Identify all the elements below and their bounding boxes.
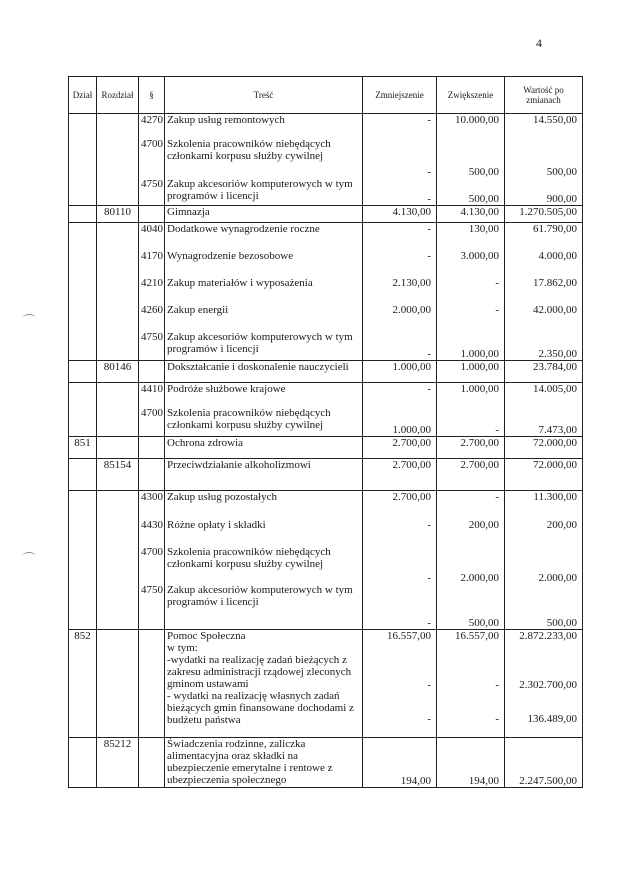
col-rozdzial-header: Rozdział: [97, 77, 139, 114]
cell-paragraf: 4750: [139, 178, 165, 206]
cell-zmniejszenie: 2.700,00: [363, 437, 437, 459]
cell-wartosc: 72.000,00: [505, 459, 583, 491]
value: -: [495, 679, 499, 691]
cell-dzial: 852: [69, 630, 97, 738]
cell-zmniejszenie: -: [363, 250, 437, 277]
cell-zwiekszenie: 130,00: [437, 223, 505, 250]
cell-wartosc: 2.350,00: [505, 331, 583, 361]
cell-dzial: [69, 114, 97, 138]
cell-rozdzial: [97, 630, 139, 738]
value: 16.557,00: [455, 630, 499, 642]
table-row: [69, 546, 583, 584]
cell-dzial: [69, 361, 97, 383]
cell-wartosc: 900,00: [505, 178, 583, 206]
page-number: 4: [536, 36, 542, 50]
cell-rozdzial: [97, 383, 139, 407]
cell-wartosc: 11.300,00: [505, 491, 583, 519]
cell-dzial: 851: [69, 437, 97, 459]
tresc-line: - wydatki na realizację własnych zadań bieżących gmin finansowane dochodami z budżetu państwa: [167, 690, 354, 726]
cell-tresc: Zakup materiałów i wyposażenia: [165, 277, 363, 304]
table-row: [69, 519, 583, 546]
cell-dzial: [69, 584, 97, 630]
cell-rozdzial: [97, 331, 139, 361]
cell-dzial: [69, 277, 97, 304]
cell-paragraf: 4430: [139, 519, 165, 546]
cell-wartosc: 500,00: [505, 138, 583, 178]
cell-rozdzial: 80110: [97, 206, 139, 223]
value: 136.489,00: [527, 713, 577, 725]
cell-paragraf: [139, 738, 165, 788]
table-row: [69, 407, 583, 437]
cell-wartosc: 61.790,00: [505, 223, 583, 250]
cell-zmniejszenie: 1.000,00: [363, 361, 437, 383]
cell-zmniejszenie: -: [363, 331, 437, 361]
cell-wartosc: 23.784,00: [505, 361, 583, 383]
cell-zwiekszenie: -: [437, 304, 505, 331]
cell-wartosc: 4.000,00: [505, 250, 583, 277]
cell-tresc: Zakup akcesoriów komputerowych w tym programów i licencji: [165, 584, 363, 630]
wartosc-header-line2: zmianach: [526, 95, 561, 105]
table-row: [69, 459, 583, 491]
cell-rozdzial: [97, 519, 139, 546]
scan-artifact: [22, 552, 36, 561]
cell-zmniejszenie: -: [363, 584, 437, 630]
cell-wartosc: 14.005,00: [505, 383, 583, 407]
cell-wartosc: [505, 630, 583, 738]
cell-tresc: Dokształcanie i doskonalenie nauczycieli: [165, 361, 363, 383]
cell-zmniejszenie: 194,00: [363, 738, 437, 788]
cell-rozdzial: [97, 138, 139, 178]
cell-dzial: [69, 407, 97, 437]
value: -: [495, 713, 499, 725]
cell-rozdzial: [97, 491, 139, 519]
cell-rozdzial: 80146: [97, 361, 139, 383]
table-row: [69, 584, 583, 630]
cell-zwiekszenie: -: [437, 407, 505, 437]
cell-rozdzial: [97, 584, 139, 630]
cell-tresc: Wynagrodzenie bezosobowe: [165, 250, 363, 277]
cell-zmniejszenie: 4.130,00: [363, 206, 437, 223]
tresc-line: w tym:: [167, 642, 198, 654]
table-row: [69, 361, 583, 383]
cell-paragraf: [139, 630, 165, 738]
cell-zwiekszenie: 500,00: [437, 178, 505, 206]
cell-dzial: [69, 459, 97, 491]
cell-tresc: Dodatkowe wynagrodzenie roczne: [165, 223, 363, 250]
cell-zwiekszenie: 1.000,00: [437, 383, 505, 407]
col-wartosc-header: [505, 77, 583, 114]
cell-dzial: [69, 250, 97, 277]
table-row-85212: [69, 738, 583, 788]
scan-artifact: [22, 314, 36, 323]
cell-zwiekszenie: 3.000,00: [437, 250, 505, 277]
table-row: [69, 277, 583, 304]
table-row: [69, 304, 583, 331]
cell-tresc: Zakup akcesoriów komputerowych w tym programów i licencji: [165, 331, 363, 361]
cell-dzial: [69, 138, 97, 178]
cell-paragraf: 4260: [139, 304, 165, 331]
cell-zwiekszenie: 10.000,00: [437, 114, 505, 138]
cell-zmniejszenie: 2.130,00: [363, 277, 437, 304]
cell-tresc: Przeciwdziałanie alkoholizmowi: [165, 459, 363, 491]
table-row: [69, 206, 583, 223]
cell-zmniejszenie: -: [363, 114, 437, 138]
table-row: [69, 223, 583, 250]
cell-zwiekszenie: 194,00: [437, 738, 505, 788]
cell-paragraf: [139, 361, 165, 383]
cell-zmniejszenie: 2.700,00: [363, 491, 437, 519]
cell-rozdzial: [97, 250, 139, 277]
cell-rozdzial: [97, 277, 139, 304]
cell-zwiekszenie: 2.700,00: [437, 437, 505, 459]
cell-rozdzial: [97, 546, 139, 584]
cell-tresc: Zakup usług pozostałych: [165, 491, 363, 519]
cell-zwiekszenie: 2.700,00: [437, 459, 505, 491]
cell-tresc: Różne opłaty i składki: [165, 519, 363, 546]
value: 16.557,00: [387, 630, 431, 642]
cell-zwiekszenie: 1.000,00: [437, 361, 505, 383]
cell-dzial: [69, 491, 97, 519]
cell-paragraf: 4750: [139, 584, 165, 630]
cell-paragraf: 4700: [139, 407, 165, 437]
cell-tresc: Szkolenia pracowników niebędących członkami korpusu służby cywilnej: [165, 546, 363, 584]
cell-dzial: [69, 223, 97, 250]
cell-tresc: Zakup akcesoriów komputerowych w tym programów i licencji: [165, 178, 363, 206]
tresc-line: Pomoc Społeczna: [167, 630, 246, 642]
cell-dzial: [69, 738, 97, 788]
cell-dzial: [69, 383, 97, 407]
cell-zwiekszenie: -: [437, 277, 505, 304]
cell-dzial: [69, 206, 97, 223]
cell-rozdzial: [97, 223, 139, 250]
cell-tresc: Zakup usług remontowych: [165, 114, 363, 138]
budget-table: [68, 76, 583, 788]
cell-paragraf: 4270: [139, 114, 165, 138]
table-row: [69, 491, 583, 519]
cell-zmniejszenie: -: [363, 383, 437, 407]
table-row: [69, 437, 583, 459]
cell-zmniejszenie: 1.000,00: [363, 407, 437, 437]
cell-tresc: Ochrona zdrowia: [165, 437, 363, 459]
cell-rozdzial: [97, 304, 139, 331]
table-row: [69, 331, 583, 361]
cell-zwiekszenie: -: [437, 491, 505, 519]
col-dzial-header: Dział: [69, 77, 97, 114]
cell-tresc: [165, 630, 363, 738]
cell-paragraf: [139, 437, 165, 459]
cell-wartosc: 42.000,00: [505, 304, 583, 331]
value: -: [427, 713, 431, 725]
value: 2.872.233,00: [519, 630, 577, 642]
cell-wartosc: 500,00: [505, 584, 583, 630]
tresc-line: -wydatki na realizację zadań bieżących z zakresu administracji rządowej zleconych gminom ustawami: [167, 654, 352, 690]
cell-zwiekszenie: 1.000,00: [437, 331, 505, 361]
cell-wartosc: 200,00: [505, 519, 583, 546]
value: -: [427, 679, 431, 691]
cell-dzial: [69, 331, 97, 361]
cell-wartosc: 2.000,00: [505, 546, 583, 584]
cell-tresc: Szkolenia pracowników niebędących członkami korpusu służby cywilnej: [165, 407, 363, 437]
value: 2.302.700,00: [519, 679, 577, 691]
cell-zmniejszenie: -: [363, 178, 437, 206]
table-row: [69, 250, 583, 277]
cell-tresc: Szkolenia pracowników niebędących członkami korpusu służby cywilnej: [165, 138, 363, 178]
cell-zmniejszenie: 2.700,00: [363, 459, 437, 491]
cell-paragraf: 4170: [139, 250, 165, 277]
cell-dzial: [69, 304, 97, 331]
cell-dzial: [69, 519, 97, 546]
cell-dzial: [69, 178, 97, 206]
cell-dzial: [69, 546, 97, 584]
cell-paragraf: 4040: [139, 223, 165, 250]
table-row: [69, 383, 583, 407]
cell-zmniejszenie: -: [363, 223, 437, 250]
cell-wartosc: 7.473,00: [505, 407, 583, 437]
cell-wartosc: 72.000,00: [505, 437, 583, 459]
table-row: [69, 138, 583, 178]
cell-tresc: Podróże służbowe krajowe: [165, 383, 363, 407]
cell-paragraf: 4300: [139, 491, 165, 519]
cell-tresc: Zakup energii: [165, 304, 363, 331]
cell-tresc: Gimnazja: [165, 206, 363, 223]
wartosc-header-line1: Wartość po: [523, 85, 564, 95]
cell-zwiekszenie: 500,00: [437, 584, 505, 630]
cell-rozdzial: [97, 178, 139, 206]
cell-zmniejszenie: -: [363, 546, 437, 584]
cell-rozdzial: 85212: [97, 738, 139, 788]
cell-rozdzial: 85154: [97, 459, 139, 491]
cell-paragraf: [139, 206, 165, 223]
cell-zwiekszenie: 200,00: [437, 519, 505, 546]
header-row: [69, 77, 583, 114]
cell-tresc: Świadczenia rodzinne, zaliczka alimentacyjna oraz składki na ubezpieczenie emerytalne i rentowe z ubezpieczenia społecznego: [165, 738, 363, 788]
cell-paragraf: 4750: [139, 331, 165, 361]
cell-wartosc: 17.862,00: [505, 277, 583, 304]
cell-rozdzial: [97, 114, 139, 138]
cell-wartosc: 1.270.505,00: [505, 206, 583, 223]
col-zmniejszenie-header: Zmniejszenie: [363, 77, 437, 114]
col-zwiekszenie-header: Zwiększenie: [437, 77, 505, 114]
cell-zwiekszenie: 4.130,00: [437, 206, 505, 223]
cell-paragraf: [139, 459, 165, 491]
cell-zmniejszenie: 2.000,00: [363, 304, 437, 331]
cell-wartosc: 2.247.500,00: [505, 738, 583, 788]
cell-paragraf: 4700: [139, 138, 165, 178]
cell-zmniejszenie: -: [363, 519, 437, 546]
cell-paragraf: 4410: [139, 383, 165, 407]
cell-zwiekszenie: [437, 630, 505, 738]
cell-zmniejszenie: -: [363, 138, 437, 178]
cell-zwiekszenie: 500,00: [437, 138, 505, 178]
cell-zwiekszenie: 2.000,00: [437, 546, 505, 584]
cell-paragraf: 4210: [139, 277, 165, 304]
col-paragraf-header: §: [139, 77, 165, 114]
cell-rozdzial: [97, 437, 139, 459]
cell-wartosc: 14.550,00: [505, 114, 583, 138]
table-row: [69, 178, 583, 206]
table-row-852: [69, 630, 583, 738]
cell-paragraf: 4700: [139, 546, 165, 584]
cell-rozdzial: [97, 407, 139, 437]
col-tresc-header: Treść: [165, 77, 363, 114]
table-row: [69, 114, 583, 138]
cell-zmniejszenie: [363, 630, 437, 738]
